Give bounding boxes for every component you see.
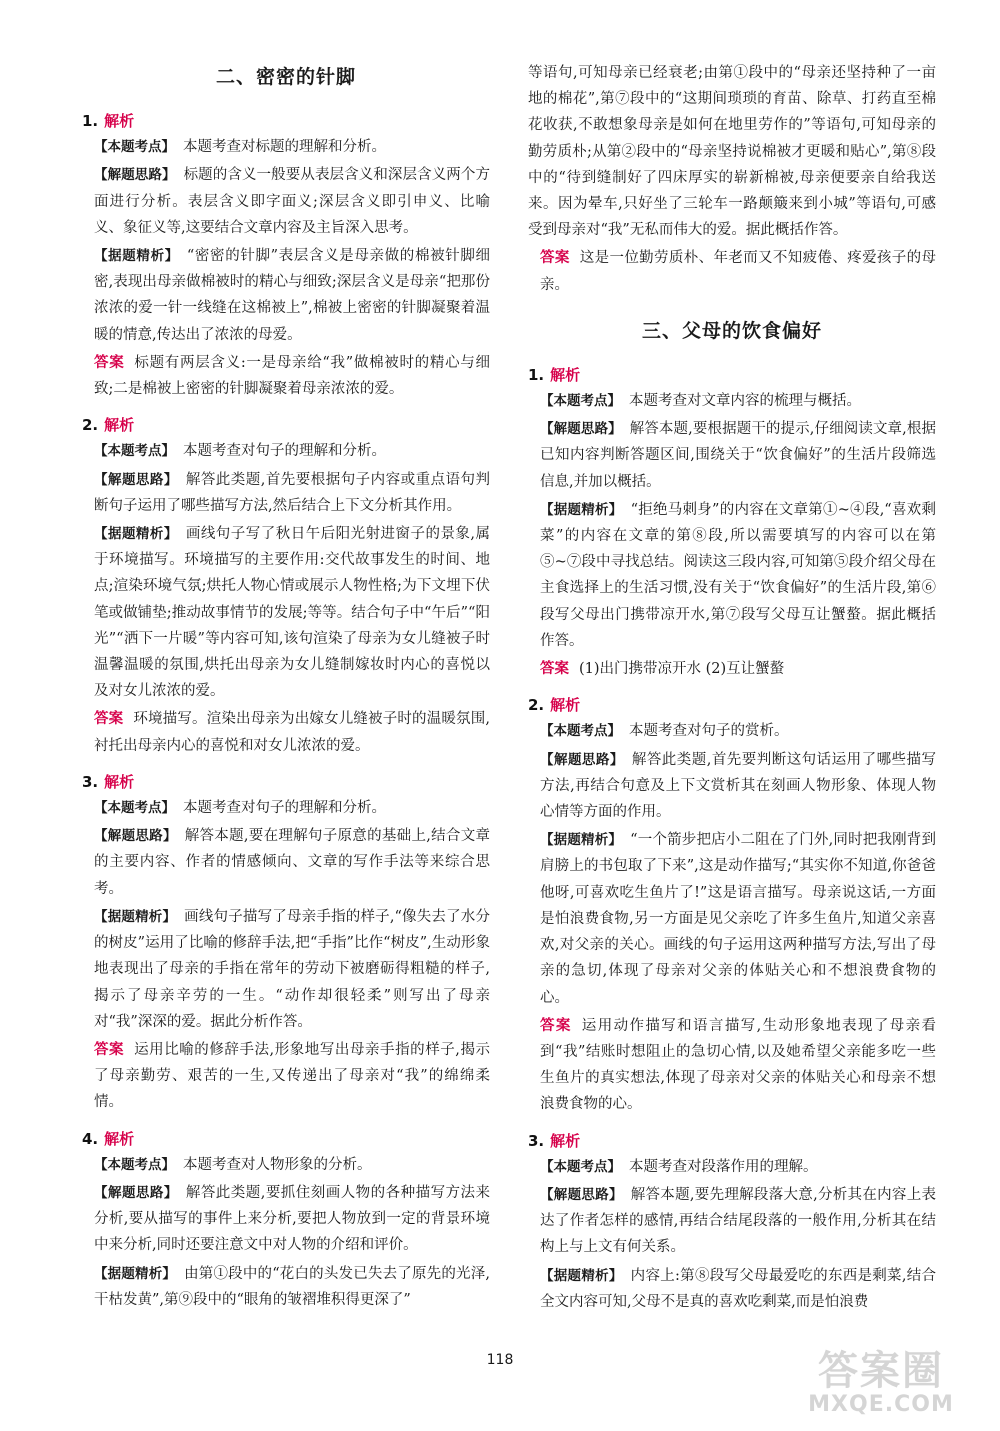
analysis-label: 解析 bbox=[104, 772, 135, 791]
silu-paragraph: 【解题思路】 标题的含义一般要从表层含义和深层含义两个方面进行分析。表层含义即字面义;深层含义即引申义、比喻义、象征义等,这要结合文章内容及主旨深入思考。 bbox=[94, 167, 490, 236]
jingxi-paragraph: 【据题精析】 内容上:第⑧段写父母最爱吃的东西是剩菜,结合全文内容可知,父母不是真的喜欢吃剩菜,而是怕浪费 bbox=[540, 1267, 936, 1310]
answer-label: 答案 bbox=[94, 1041, 125, 1058]
kaodian-paragraph: 【本题考点】 本题考查对句子的理解和分析。 bbox=[94, 443, 386, 460]
jingxi-paragraph: 【据题精析】 “密密的针脚”表层含义是母亲做的棉被针脚细密,表现出母亲做棉被时的精心与细致;深层含义是母亲“把那份浓浓的爱一针一线缝在这棉被上”,棉被上密密的针脚凝聚着温暖的情意,传达出了浓浓的母爱。 bbox=[94, 248, 491, 343]
silu-paragraph: 【解题思路】 解答此类题,首先要根据句子内容或重点语句判断句子运用了哪些描写方法,然后结合上下文分析其作用。 bbox=[94, 471, 490, 514]
jingxi-paragraph: 【据题精析】 画线句子写了秋日午后阳光射进窗子的景象,属于环境描写。环境描写的主要作用:交代故事发生的时间、地点;渲染环境气氛;烘托人物心情或展示人物性格;为下文埋下伏笔或做铺垫;推动故事情节的发展;等等。结合句子中“午后”“阳光”“洒下一片暖”等内容可知,该句渲染了母亲为女儿缝被子时温馨温暖的氛围,烘托出母亲为女儿缝制嫁妆时内心的喜悦以及对女儿浓浓的爱。 bbox=[94, 526, 490, 700]
answer-paragraph: 答案 运用动作描写和语言描写,生动形象地表现了母亲看到“我”结账时想阻止的急切心情,以及她希望父亲能多吃一些生鱼片的真实想法,体现了母亲对父亲的体贴关心和母亲不想浪费食物的心。 bbox=[540, 1017, 937, 1113]
jingxi-tag: 【据题精析】 bbox=[94, 908, 177, 925]
jingxi-tag: 【据题精析】 bbox=[540, 1267, 623, 1284]
answer-paragraph: 答案 运用比喻的修辞手法,形象地写出母亲手指的样子,揭示了母亲勤劳、艰苦的一生,又传递出了母亲对“我”的绵绵柔情。 bbox=[94, 1041, 491, 1111]
left-column bbox=[82, 60, 490, 1315]
analysis-label: 解析 bbox=[104, 416, 135, 435]
question-1-heading bbox=[82, 108, 490, 134]
kaodian-tag: 【本题考点】 bbox=[94, 443, 175, 460]
jingxi-paragraph: 【据题精析】 由第①段中的“花白的头发已失去了原先的光泽,干枯发黄”,第⑨段中的“眼角的皱褶堆积得更深了” bbox=[94, 1265, 490, 1308]
kaodian-tag: 【本题考点】 bbox=[94, 800, 175, 817]
kaodian-tag: 【本题考点】 bbox=[94, 139, 175, 156]
kaodian-paragraph: 【本题考点】 本题考查对人物形象的分析。 bbox=[94, 1156, 372, 1173]
silu-paragraph: 【解题思路】 解答此类题,首先要判断这句话运用了哪些描写方法,再结合句意及上下文赏析其在刻画人物形象、体现人物心情等方面的作用。 bbox=[540, 751, 936, 821]
analysis-label: 解析 bbox=[550, 365, 581, 384]
silu-tag: 【解题思路】 bbox=[540, 1186, 623, 1203]
jingxi-tag: 【据题精析】 bbox=[94, 1265, 177, 1282]
silu-tag: 【解题思路】 bbox=[94, 1184, 178, 1201]
silu-tag: 【解题思路】 bbox=[94, 471, 178, 488]
answer-paragraph: 答案 这是一位勤劳质朴、年老而又不知疲倦、疼爱孩子的母亲。 bbox=[540, 250, 937, 293]
question-2-heading bbox=[528, 692, 936, 718]
silu-tag: 【解题思路】 bbox=[540, 421, 622, 438]
question-number: 3. bbox=[82, 772, 99, 791]
silu-paragraph: 【解题思路】 解答此类题,要抓住刻画人物的各种描写方法来分析,要从描写的事件上来分析,要把人物放到一定的背景环境中来分析,同时还要注意文中对人物的介绍和评价。 bbox=[94, 1184, 490, 1254]
right-column bbox=[528, 60, 936, 1317]
question-number: 1. bbox=[82, 112, 99, 130]
jingxi-paragraph: 【据题精析】 “一个箭步把店小二阻在了门外,同时把我刚背到肩膀上的书包取了下来”,这是动作描写;“其实你不知道,你爸爸他呀,可喜欢吃生鱼片了!”这是语言描写。母亲说这话,一方面是怕浪费食物,另一方面是见父亲吃了许多生鱼片,知道父亲喜欢,对父亲的关心。画线的句子运用这两种描写方法,写出了母亲的急切,体现了母亲对父亲的体贴关心和不想浪费食物的心。 bbox=[540, 832, 936, 1006]
question-2-heading bbox=[82, 412, 490, 438]
section-title-2: 二、密密的针脚 bbox=[215, 66, 356, 88]
watermark-url: MXQE.COM bbox=[808, 1392, 954, 1417]
question-number: 4. bbox=[82, 1129, 99, 1148]
question-number: 1. bbox=[528, 365, 545, 384]
watermark-logo bbox=[786, 1349, 976, 1425]
kaodian-tag: 【本题考点】 bbox=[540, 1158, 621, 1175]
kaodian-tag: 【本题考点】 bbox=[540, 393, 621, 410]
section-title-3: 三、父母的饮食偏好 bbox=[641, 319, 822, 342]
kaodian-paragraph: 【本题考点】 本题考查对文章内容的梳理与概括。 bbox=[540, 393, 861, 410]
jingxi-tag: 【据题精析】 bbox=[94, 248, 179, 265]
kaodian-paragraph: 【本题考点】 本题考查对句子的赏析。 bbox=[540, 723, 789, 740]
jingxi-tag: 【据题精析】 bbox=[540, 832, 623, 849]
kaodian-paragraph: 【本题考点】 本题考查对标题的理解和分析。 bbox=[94, 139, 386, 156]
question-3-heading bbox=[82, 769, 490, 795]
silu-paragraph: 【解题思路】 解答本题,要根据题干的提示,仔细阅读文章,根据已知内容判断答题区间,围绕关于“饮食偏好”的生活片段筛选信息,并加以概括。 bbox=[540, 421, 937, 490]
silu-paragraph: 【解题思路】 解答本题,要先理解段落大意,分析其在内容上表达了作者怎样的感情,再结合结尾段落的一般作用,分析其在结构上与上文有何关系。 bbox=[540, 1186, 937, 1256]
question-number: 2. bbox=[528, 696, 545, 715]
question-number: 3. bbox=[528, 1131, 545, 1150]
jingxi-paragraph: 【据题精析】 “拒绝马刺身”的内容在文章第①~④段,“喜欢剩菜”的内容在文章的第⑧段,所以需要填写的内容可以在第⑤~⑦段中寻找总结。阅读这三段内容,可知第⑤段介绍父母在主食选择上的生活习惯,没有关于“饮食偏好”的生活片段,第⑥段写父母出门携带凉开水,第⑦段写父母互让蟹螯。据此概括作答。 bbox=[540, 501, 937, 649]
silu-tag: 【解题思路】 bbox=[94, 167, 176, 184]
jingxi-continued-paragraph: 等语句,可知母亲已经衰老;由第①段中的“母亲还坚持种了一亩地的棉花”,第⑦段中的“这期间琐琐的育苗、除草、打药直至棉花收获,不敢想象母亲是如何在地里劳作的”等语句,可知母亲的勤劳质朴;从第②段中的“母亲坚持说棉被才更暖和贴心”,第⑧段中的“待到缝制好了四床厚实的崭新棉被,母亲便要亲自给我送来。因为晕车,只好坐了三轮车一路颠簸来到小城”等语句,可感受到母亲对“我”无私而伟大的爱。据此概括作答。 bbox=[528, 65, 936, 239]
jingxi-paragraph: 【据题精析】 画线句子描写了母亲手指的样子,“像失去了水分的树皮”运用了比喻的修辞手法,把“手指”比作“树皮”,生动形象地表现出了母亲的手指在常年的劳动下被磨砺得粗糙的样子,揭示了母亲辛劳的一生。“动作却很轻柔”则写出了母亲对“我”深深的爱。据此分析作答。 bbox=[94, 908, 490, 1030]
answer-label: 答案 bbox=[540, 1017, 572, 1034]
question-4-heading bbox=[82, 1126, 490, 1152]
answer-paragraph: 答案 标题有两层含义:一是母亲给“我”做棉被时的精心与细致;二是棉被上密密的针脚凝聚着母亲浓浓的爱。 bbox=[94, 354, 490, 398]
page-number: 118 bbox=[486, 1352, 514, 1368]
answer-label: 答案 bbox=[94, 354, 125, 371]
answer-paragraph: 答案 环境描写。渲染出母亲为出嫁女儿缝被子时的温暖氛围,衬托出母亲内心的喜悦和对女儿浓浓的爱。 bbox=[94, 711, 491, 754]
silu-tag: 【解题思路】 bbox=[94, 828, 177, 845]
silu-tag: 【解题思路】 bbox=[540, 751, 624, 768]
kaodian-tag: 【本题考点】 bbox=[94, 1156, 175, 1173]
answer-label: 答案 bbox=[94, 711, 124, 728]
question-3-heading bbox=[528, 1128, 936, 1154]
jingxi-tag: 【据题精析】 bbox=[94, 526, 178, 543]
analysis-label: 解析 bbox=[104, 112, 135, 130]
watermark-logo-text: 答案圈 bbox=[818, 1348, 944, 1394]
answer-label: 答案 bbox=[540, 250, 570, 267]
kaodian-paragraph: 【本题考点】 本题考查对句子的理解和分析。 bbox=[94, 800, 386, 817]
jingxi-tag: 【据题精析】 bbox=[540, 501, 623, 518]
kaodian-tag: 【本题考点】 bbox=[540, 723, 621, 740]
analysis-label: 解析 bbox=[550, 696, 581, 715]
kaodian-paragraph: 【本题考点】 本题考查对段落作用的理解。 bbox=[540, 1158, 818, 1175]
analysis-label: 解析 bbox=[550, 1131, 581, 1150]
answer-label: 答案 bbox=[540, 661, 569, 678]
question-number: 2. bbox=[82, 416, 99, 435]
silu-paragraph: 【解题思路】 解答本题,要在理解句子原意的基础上,结合文章的主要内容、作者的情感倾向、文章的写作手法等来综合思考。 bbox=[94, 828, 491, 897]
question-1-heading bbox=[528, 362, 936, 388]
answer-paragraph: 答案 (1)出门携带凉开水 (2)互让蟹螯 bbox=[540, 661, 785, 678]
analysis-label: 解析 bbox=[104, 1129, 135, 1148]
